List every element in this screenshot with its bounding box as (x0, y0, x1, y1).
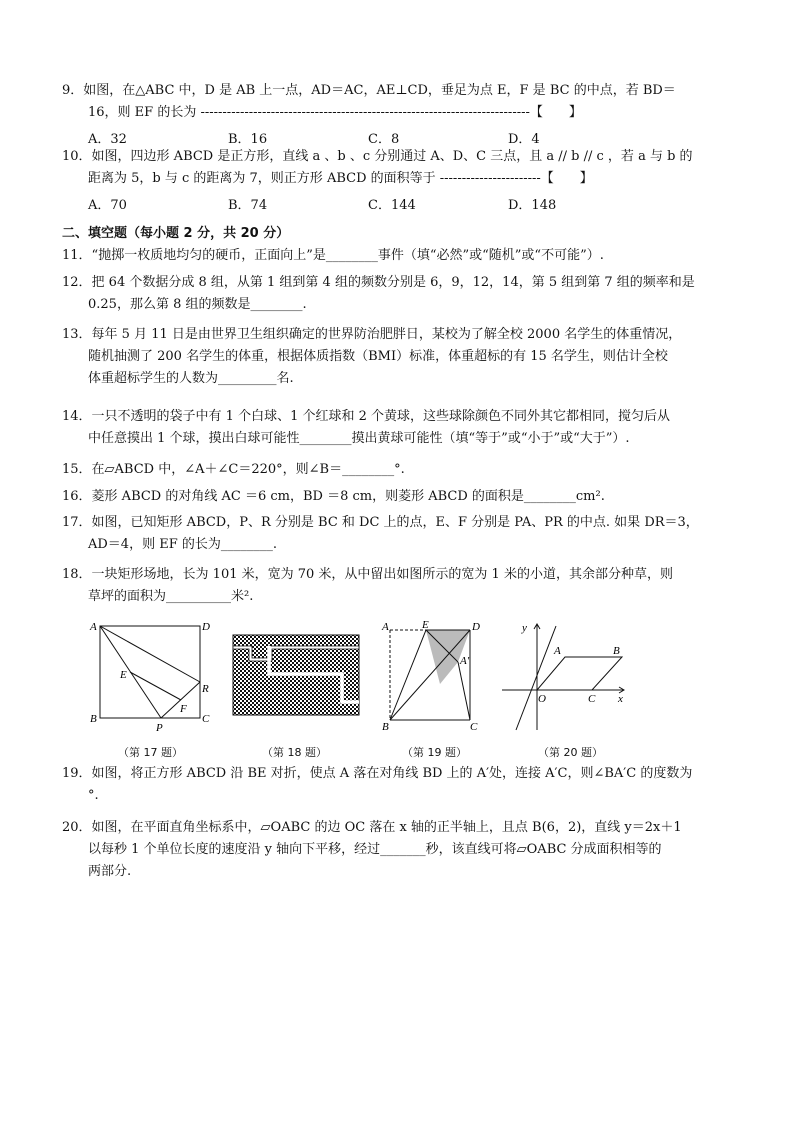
fig17-label-c: C (202, 713, 210, 725)
q19-line1: 19．如图，将正方形 ABCD 沿 BE 对折，使点 A 落在对角线 BD 上的 A′处，连接 A′C，则∠BA′C 的度数为 (62, 766, 693, 781)
q13-line1: 13．每年 5 月 11 日是由世界卫生组织确定的世界防治肥胖日，某校为了解全校 2000 名学生的体重情况， (62, 327, 682, 342)
q10-option-a: A．70 (88, 198, 127, 213)
fig17-caption: （第 17 题） (118, 746, 183, 759)
q9-options (88, 128, 738, 148)
figure-18 (232, 634, 362, 718)
fig17-label-d: D (202, 621, 210, 633)
q18-line1: 18．一块矩形场地，长为 101 米，宽为 70 米，从中留出如图所示的宽为 1 米的小道，其余部分种草，则 (62, 567, 673, 582)
q13-line2: 随机抽测了 200 名学生的体重，根据体质指数（BMI）标准，体重超标的有 15 名学生，则估计全校 (88, 349, 668, 364)
fig17-label-a: A (90, 621, 97, 633)
fig19-label-a: A (382, 621, 389, 633)
fig20-label-b: B (613, 645, 620, 657)
question-11 (62, 245, 742, 267)
question-14 (62, 406, 742, 450)
question-17 (62, 512, 742, 556)
fig17-label-b: B (90, 713, 97, 725)
q9-line2: 16，则 EF 的长为 ---------------------------------------------------------------------------【 】 (88, 105, 582, 120)
fig20-label-a: A (554, 645, 561, 657)
q19-line2: °. (88, 788, 99, 803)
fig20-label-c: C (588, 693, 596, 705)
fig17-label-p: P (156, 722, 163, 734)
q20-line3: 两部分. (88, 864, 132, 879)
fig19-label-b: B (382, 721, 389, 733)
figure-20 (500, 618, 635, 738)
fig20-label-x: x (618, 693, 623, 705)
fig17-line-ar (100, 626, 200, 682)
q17-line1: 17．如图，已知矩形 ABCD，P、R 分别是 BC 和 DC 上的点，E、F 分别是 PA、PR 的中点. 如果 DR＝3， (62, 515, 699, 530)
fig20-caption: （第 20 题） (538, 746, 603, 759)
section-2-heading: 二、填空题（每小题 2 分，共 20 分） (62, 226, 290, 241)
q14-line1: 14．一只不透明的袋子中有 1 个白球、1 个红球和 2 个黄球，这些球除颜色不同外其它都相同，搅匀后从 (62, 409, 671, 424)
q20-line2: 以每秒 1 个单位长度的速度沿 y 轴向下平移，经过_______秒，该直线可将▱OABC 分成面积相等的 (88, 842, 662, 857)
q10-option-d: D．148 (508, 198, 557, 213)
fig20-line-y2x1 (516, 626, 556, 730)
question-18 (62, 564, 742, 608)
q9-line1: 9．如图，在△ABC 中，D 是 AB 上一点，AD＝AC，AE⊥CD，垂足为点 E，F 是 BC 的中点，若 BD＝ (62, 83, 676, 98)
question-10 (62, 146, 742, 190)
q16-text: 16．菱形 ABCD 的对角线 AC ＝6 cm，BD ＝8 cm，则菱形 ABCD 的面积是________cm². (62, 489, 605, 504)
fig20-label-o: O (538, 693, 546, 705)
q18-line2: 草坪的面积为__________米². (88, 589, 254, 604)
q17-line2: AD＝4，则 EF 的长为________. (88, 537, 277, 552)
fig17-label-e: E (120, 669, 127, 681)
q9-option-b: B．16 (228, 132, 268, 147)
fig19-label-a-prime: A′ (460, 655, 470, 667)
q14-line2: 中任意摸出 1 个球，摸出白球可能性________摸出黄球可能性（填“等于”或“小于”或“大于”）. (88, 431, 630, 446)
fig20-label-y: y (522, 622, 527, 634)
figure-17 (88, 618, 218, 738)
question-19 (62, 763, 742, 807)
q9-option-c: C．8 (368, 132, 400, 147)
fig19-line-be (390, 630, 426, 720)
q15-text: 15．在▱ABCD 中，∠A＋∠C＝220°，则∠B＝________°. (62, 462, 405, 477)
q13-line3: 体重超标学生的人数为_________名. (88, 371, 294, 386)
q10-option-c: C．144 (368, 198, 416, 213)
q20-line1: 20．如图，在平面直角坐标系中，▱OABC 的边 OC 落在 x 轴的正半轴上，且点 B(6，2)，直线 y＝2x＋1 (62, 820, 682, 835)
fig17-label-f: F (180, 703, 187, 715)
q11-text: 11．“抛掷一枚质地均匀的硬币，正面向上”是________事件（填“必然”或“随机”或“不可能”）. (62, 248, 604, 263)
fig19-label-e: E (422, 619, 429, 631)
fig17-label-r: R (202, 683, 209, 695)
q10-line1: 10．如图，四边形 ABCD 是正方形，直线 a 、b 、c 分别通过 A、D、C 三点，且 a // b // c ，若 a 与 b 的 (62, 149, 693, 164)
question-9 (62, 80, 742, 124)
q10-options (88, 194, 738, 214)
fig19-caption: （第 19 题） (402, 746, 467, 759)
q9-option-d: D．4 (508, 132, 540, 147)
q9-option-a: A．32 (88, 132, 127, 147)
question-13 (62, 324, 742, 390)
q10-line2: 距离为 5，b 与 c 的距离为 7，则正方形 ABCD 的面积等于 -----------------------【 】 (88, 171, 593, 186)
fig19-label-c: C (470, 721, 478, 733)
question-15 (62, 459, 742, 481)
fig20-parallelogram (537, 657, 622, 690)
fig19-label-d: D (472, 621, 480, 633)
question-12 (62, 272, 742, 316)
fig17-line-ef (130, 672, 181, 700)
question-16 (62, 486, 742, 508)
q12-line2: 0.25，那么第 8 组的频数是________. (88, 297, 307, 312)
question-20 (62, 817, 742, 883)
fig19-line-ac (458, 662, 470, 720)
figure-19 (380, 618, 490, 738)
q12-line1: 12．把 64 个数据分成 8 组，从第 1 组到第 4 组的频数分别是 6，9，12，14，第 5 组到第 7 组的频率和是 (62, 275, 695, 290)
fig18-caption: （第 18 题） (262, 746, 327, 759)
q10-option-b: B．74 (228, 198, 268, 213)
